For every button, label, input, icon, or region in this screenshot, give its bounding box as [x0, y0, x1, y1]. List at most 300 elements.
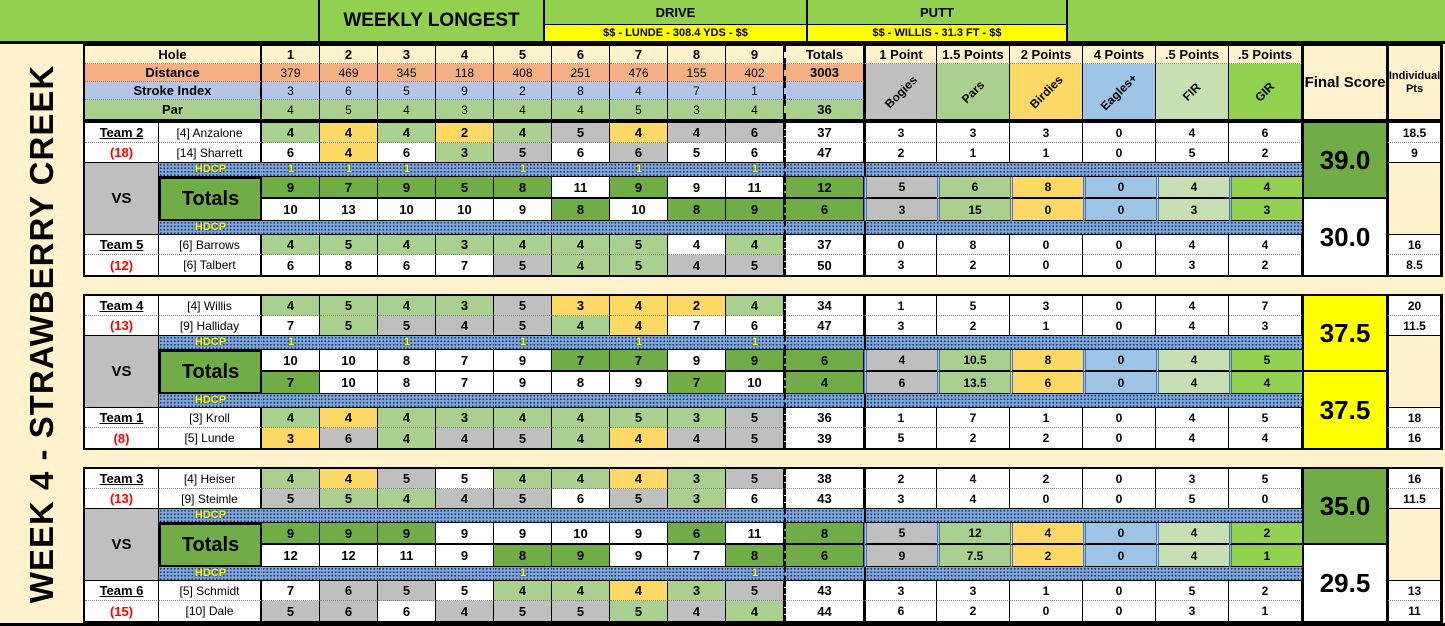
score-cell[interactable]: 4 [262, 408, 320, 428]
player-points-cell[interactable]: 0 [1083, 296, 1156, 316]
hdcp-stroke-cell[interactable] [436, 567, 494, 581]
player-points-cell[interactable]: 3 [1156, 601, 1229, 621]
player-points-cell[interactable]: 1 [1010, 143, 1083, 163]
team-total-score-cell[interactable]: 10 [262, 350, 320, 372]
team-points-cell[interactable]: 4 [1229, 177, 1302, 199]
hdcp-stroke-cell[interactable] [320, 394, 378, 408]
team-total-points-won[interactable]: 6 [784, 545, 864, 567]
score-cell[interactable]: 4 [610, 428, 668, 448]
score-cell[interactable]: 4 [494, 469, 552, 489]
player-points-cell[interactable]: 5 [864, 428, 937, 448]
player-points-cell[interactable]: 2 [937, 316, 1010, 336]
score-cell[interactable]: 5 [610, 601, 668, 621]
player-name-cell[interactable]: [9] Steimle [159, 489, 262, 509]
score-cell[interactable]: 4 [436, 316, 494, 336]
player-points-cell[interactable]: 2 [864, 469, 937, 489]
team-points-cell[interactable]: 0 [1083, 199, 1156, 221]
individual-pts-cell[interactable]: 8.5 [1387, 255, 1441, 275]
team-name-cell[interactable]: Team 3 [85, 469, 159, 489]
score-cell[interactable]: 5 [494, 255, 552, 275]
hdcp-stroke-cell[interactable] [436, 509, 494, 523]
score-cell[interactable]: 4 [668, 255, 726, 275]
player-name-cell[interactable]: [10] Dale [159, 601, 262, 621]
score-cell[interactable]: 4 [320, 143, 378, 163]
score-cell[interactable]: 5 [320, 296, 378, 316]
hdcp-stroke-cell[interactable] [610, 163, 668, 177]
hdcp-stroke-cell[interactable] [494, 221, 552, 235]
score-cell[interactable]: 5 [726, 408, 784, 428]
player-points-cell[interactable]: 3 [864, 255, 937, 275]
score-cell[interactable]: 4 [436, 428, 494, 448]
player-points-cell[interactable]: 0 [1010, 601, 1083, 621]
score-cell[interactable]: 8 [320, 255, 378, 275]
team-points-cell[interactable]: 15 [937, 199, 1010, 221]
hdcp-stroke-cell[interactable] [494, 567, 552, 581]
team-points-cell[interactable]: 5 [864, 523, 937, 545]
player-points-cell[interactable]: 6 [864, 601, 937, 621]
player-total-cell[interactable]: 43 [784, 581, 864, 601]
hdcp-stroke-cell[interactable] [610, 509, 668, 523]
player-points-cell[interactable]: 4 [1229, 235, 1302, 255]
team-points-cell[interactable]: 8 [1010, 177, 1083, 199]
score-cell[interactable]: 6 [610, 143, 668, 163]
score-cell[interactable]: 3 [436, 143, 494, 163]
score-cell[interactable]: 4 [494, 581, 552, 601]
score-cell[interactable]: 7 [436, 255, 494, 275]
team-handicap-cell[interactable]: (15) [85, 601, 159, 621]
final-score-top[interactable]: 37.5 [1302, 296, 1387, 372]
player-points-cell[interactable]: 3 [864, 489, 937, 509]
team-total-points-won[interactable]: 4 [784, 372, 864, 394]
score-cell[interactable]: 5 [320, 316, 378, 336]
team-handicap-cell[interactable]: (12) [85, 255, 159, 275]
team-points-cell[interactable]: 9 [864, 545, 937, 567]
score-cell[interactable]: 5 [494, 489, 552, 509]
score-cell[interactable]: 6 [726, 316, 784, 336]
score-cell[interactable]: 5 [494, 601, 552, 621]
player-points-cell[interactable]: 4 [1156, 235, 1229, 255]
team-total-score-cell[interactable]: 9 [262, 177, 320, 199]
score-cell[interactable]: 3 [436, 235, 494, 255]
score-cell[interactable]: 4 [378, 123, 436, 143]
team-total-score-cell[interactable]: 7 [320, 177, 378, 199]
player-points-cell[interactable]: 1 [1229, 601, 1302, 621]
score-cell[interactable]: 4 [378, 235, 436, 255]
player-points-cell[interactable]: 3 [1156, 255, 1229, 275]
score-cell[interactable]: 6 [552, 489, 610, 509]
score-cell[interactable]: 4 [262, 469, 320, 489]
score-cell[interactable]: 3 [262, 428, 320, 448]
player-points-cell[interactable]: 0 [1083, 316, 1156, 336]
player-points-cell[interactable]: 2 [1229, 581, 1302, 601]
team-points-cell[interactable]: 1 [1229, 545, 1302, 567]
team-total-score-cell[interactable]: 9 [378, 523, 436, 545]
individual-pts-cell[interactable]: 18.5 [1387, 123, 1441, 143]
team-total-score-cell[interactable]: 13 [320, 199, 378, 221]
score-cell[interactable]: 4 [552, 428, 610, 448]
score-cell[interactable]: 4 [262, 296, 320, 316]
hdcp-stroke-cell[interactable] [552, 394, 610, 408]
score-cell[interactable]: 4 [610, 469, 668, 489]
player-points-cell[interactable]: 2 [1010, 469, 1083, 489]
score-cell[interactable]: 6 [320, 581, 378, 601]
team-points-cell[interactable]: 7.5 [937, 545, 1010, 567]
score-cell[interactable]: 4 [552, 408, 610, 428]
hdcp-totals-cell[interactable] [784, 509, 864, 523]
score-cell[interactable]: 4 [610, 123, 668, 143]
player-points-cell[interactable]: 4 [937, 489, 1010, 509]
hdcp-stroke-cell[interactable] [726, 336, 784, 350]
hdcp-stroke-cell[interactable] [320, 221, 378, 235]
team-total-points-won[interactable]: 6 [784, 350, 864, 372]
player-name-cell[interactable]: [6] Talbert [159, 255, 262, 275]
hdcp-stroke-cell[interactable] [494, 336, 552, 350]
player-points-cell[interactable]: 0 [1010, 255, 1083, 275]
team-total-score-cell[interactable]: 9 [726, 350, 784, 372]
team-total-score-cell[interactable]: 12 [262, 545, 320, 567]
hdcp-stroke-cell[interactable] [262, 509, 320, 523]
hdcp-stroke-cell[interactable] [726, 163, 784, 177]
score-cell[interactable]: 5 [610, 489, 668, 509]
score-cell[interactable]: 4 [552, 255, 610, 275]
score-cell[interactable]: 4 [378, 428, 436, 448]
team-total-score-cell[interactable]: 9 [610, 372, 668, 394]
team-points-cell[interactable]: 3 [864, 199, 937, 221]
hdcp-stroke-cell[interactable] [610, 221, 668, 235]
team-total-score-cell[interactable]: 7 [552, 350, 610, 372]
score-cell[interactable]: 3 [436, 296, 494, 316]
hdcp-stroke-cell[interactable] [726, 509, 784, 523]
player-points-cell[interactable]: 7 [1229, 296, 1302, 316]
score-cell[interactable]: 7 [668, 316, 726, 336]
score-cell[interactable]: 4 [494, 408, 552, 428]
team-points-cell[interactable]: 12 [937, 523, 1010, 545]
team-total-score-cell[interactable]: 9 [320, 523, 378, 545]
team-total-score-cell[interactable]: 9 [494, 199, 552, 221]
hdcp-stroke-cell[interactable] [668, 336, 726, 350]
team-points-cell[interactable]: 4 [1156, 177, 1229, 199]
final-score-bottom[interactable]: 37.5 [1302, 372, 1387, 448]
player-points-cell[interactable]: 0 [1083, 581, 1156, 601]
player-total-cell[interactable]: 37 [784, 235, 864, 255]
team-handicap-cell[interactable]: (8) [85, 428, 159, 448]
team-total-score-cell[interactable]: 9 [610, 177, 668, 199]
player-points-cell[interactable]: 0 [1083, 469, 1156, 489]
hdcp-stroke-cell[interactable] [552, 509, 610, 523]
score-cell[interactable]: 5 [320, 235, 378, 255]
team-total-score-cell[interactable]: 8 [726, 545, 784, 567]
team-total-points-won[interactable]: 6 [784, 199, 864, 221]
score-cell[interactable]: 4 [726, 296, 784, 316]
score-cell[interactable]: 5 [494, 143, 552, 163]
score-cell[interactable]: 4 [436, 601, 494, 621]
team-points-cell[interactable]: 6 [864, 372, 937, 394]
player-points-cell[interactable]: 5 [937, 296, 1010, 316]
score-cell[interactable]: 3 [552, 296, 610, 316]
team-points-cell[interactable]: 4 [1156, 545, 1229, 567]
hdcp-stroke-cell[interactable] [436, 394, 494, 408]
score-cell[interactable]: 5 [610, 255, 668, 275]
score-cell[interactable]: 5 [726, 428, 784, 448]
team-total-score-cell[interactable]: 5 [436, 177, 494, 199]
hdcp-stroke-cell[interactable] [494, 394, 552, 408]
hdcp-stroke-cell[interactable] [494, 163, 552, 177]
player-name-cell[interactable]: [5] Lunde [159, 428, 262, 448]
score-cell[interactable]: 5 [552, 123, 610, 143]
team-total-score-cell[interactable]: 8 [494, 545, 552, 567]
team-points-cell[interactable]: 4 [1010, 523, 1083, 545]
team-points-cell[interactable]: 6 [1010, 372, 1083, 394]
player-points-cell[interactable]: 3 [1010, 123, 1083, 143]
score-cell[interactable]: 4 [494, 235, 552, 255]
score-cell[interactable]: 5 [726, 255, 784, 275]
individual-pts-cell[interactable]: 16 [1387, 428, 1441, 448]
team-points-cell[interactable]: 3 [1156, 199, 1229, 221]
score-cell[interactable]: 5 [378, 469, 436, 489]
player-total-cell[interactable]: 39 [784, 428, 864, 448]
player-points-cell[interactable]: 5 [1156, 489, 1229, 509]
player-points-cell[interactable]: 1 [864, 296, 937, 316]
player-points-cell[interactable]: 1 [1010, 408, 1083, 428]
individual-pts-cell[interactable]: 11.5 [1387, 316, 1441, 336]
individual-pts-cell[interactable]: 20 [1387, 296, 1441, 316]
player-points-cell[interactable]: 4 [1156, 296, 1229, 316]
score-cell[interactable]: 6 [378, 143, 436, 163]
player-name-cell[interactable]: [3] Kroll [159, 408, 262, 428]
hdcp-stroke-cell[interactable] [378, 567, 436, 581]
player-points-cell[interactable]: 1 [1010, 581, 1083, 601]
player-points-cell[interactable]: 3 [864, 316, 937, 336]
score-cell[interactable]: 5 [726, 581, 784, 601]
team-total-score-cell[interactable]: 7 [262, 372, 320, 394]
team-total-score-cell[interactable]: 9 [610, 523, 668, 545]
score-cell[interactable]: 6 [378, 255, 436, 275]
team-points-cell[interactable]: 0 [1083, 372, 1156, 394]
hdcp-stroke-cell[interactable] [262, 221, 320, 235]
final-score-bottom[interactable]: 29.5 [1302, 545, 1387, 621]
individual-pts-cell[interactable]: 9 [1387, 143, 1441, 163]
team-total-score-cell[interactable]: 7 [436, 372, 494, 394]
hdcp-totals-cell[interactable] [784, 567, 864, 581]
individual-pts-cell[interactable]: 11.5 [1387, 489, 1441, 509]
score-cell[interactable]: 2 [436, 123, 494, 143]
score-cell[interactable]: 4 [552, 469, 610, 489]
player-points-cell[interactable]: 3 [864, 581, 937, 601]
team-total-score-cell[interactable]: 7 [610, 350, 668, 372]
team-total-score-cell[interactable]: 9 [378, 177, 436, 199]
team-total-score-cell[interactable]: 12 [320, 545, 378, 567]
player-points-cell[interactable]: 5 [1229, 408, 1302, 428]
team-total-score-cell[interactable]: 9 [668, 177, 726, 199]
score-cell[interactable]: 4 [494, 123, 552, 143]
player-total-cell[interactable]: 38 [784, 469, 864, 489]
hdcp-stroke-cell[interactable] [262, 567, 320, 581]
team-points-cell[interactable]: 4 [1229, 372, 1302, 394]
hdcp-stroke-cell[interactable] [610, 336, 668, 350]
hdcp-stroke-cell[interactable] [436, 163, 494, 177]
team-total-score-cell[interactable]: 9 [436, 523, 494, 545]
player-points-cell[interactable]: 2 [937, 428, 1010, 448]
player-name-cell[interactable]: [6] Barrows [159, 235, 262, 255]
player-points-cell[interactable]: 4 [1229, 428, 1302, 448]
score-cell[interactable]: 6 [552, 143, 610, 163]
player-points-cell[interactable]: 2 [1229, 255, 1302, 275]
hdcp-stroke-cell[interactable] [262, 394, 320, 408]
team-points-cell[interactable]: 4 [1156, 350, 1229, 372]
score-cell[interactable]: 4 [262, 235, 320, 255]
score-cell[interactable]: 5 [262, 489, 320, 509]
hdcp-stroke-cell[interactable] [436, 221, 494, 235]
player-points-cell[interactable]: 3 [937, 123, 1010, 143]
player-points-cell[interactable]: 2 [937, 601, 1010, 621]
player-total-cell[interactable]: 44 [784, 601, 864, 621]
player-points-cell[interactable]: 2 [1229, 143, 1302, 163]
team-total-score-cell[interactable]: 10 [320, 350, 378, 372]
player-total-cell[interactable]: 37 [784, 123, 864, 143]
individual-pts-cell[interactable]: 13 [1387, 581, 1441, 601]
score-cell[interactable]: 4 [668, 428, 726, 448]
hdcp-stroke-cell[interactable] [378, 394, 436, 408]
hdcp-stroke-cell[interactable] [668, 221, 726, 235]
hdcp-stroke-cell[interactable] [610, 394, 668, 408]
team-points-cell[interactable]: 0 [1010, 199, 1083, 221]
hdcp-stroke-cell[interactable] [320, 509, 378, 523]
team-total-score-cell[interactable]: 7 [668, 545, 726, 567]
score-cell[interactable]: 3 [436, 408, 494, 428]
team-total-points-won[interactable]: 8 [784, 523, 864, 545]
player-points-cell[interactable]: 2 [1010, 428, 1083, 448]
score-cell[interactable]: 5 [494, 428, 552, 448]
player-points-cell[interactable]: 8 [937, 235, 1010, 255]
hdcp-stroke-cell[interactable] [668, 163, 726, 177]
player-name-cell[interactable]: [5] Schmidt [159, 581, 262, 601]
player-points-cell[interactable]: 4 [1156, 123, 1229, 143]
score-cell[interactable]: 6 [726, 123, 784, 143]
score-cell[interactable]: 5 [436, 469, 494, 489]
individual-pts-cell[interactable]: 18 [1387, 408, 1441, 428]
team-total-score-cell[interactable]: 9 [494, 372, 552, 394]
score-cell[interactable]: 4 [378, 408, 436, 428]
team-total-score-cell[interactable]: 6 [668, 523, 726, 545]
player-total-cell[interactable]: 43 [784, 489, 864, 509]
score-cell[interactable]: 6 [378, 601, 436, 621]
score-cell[interactable]: 3 [668, 581, 726, 601]
team-points-cell[interactable]: 0 [1083, 523, 1156, 545]
individual-pts-cell[interactable]: 16 [1387, 235, 1441, 255]
team-name-cell[interactable]: Team 5 [85, 235, 159, 255]
score-cell[interactable]: 5 [378, 316, 436, 336]
score-cell[interactable]: 4 [668, 601, 726, 621]
team-points-cell[interactable]: 2 [1229, 523, 1302, 545]
score-cell[interactable]: 6 [320, 428, 378, 448]
team-total-score-cell[interactable]: 10 [378, 199, 436, 221]
player-points-cell[interactable]: 0 [1083, 601, 1156, 621]
player-name-cell[interactable]: [14] Sharrett [159, 143, 262, 163]
hdcp-stroke-cell[interactable] [494, 509, 552, 523]
score-cell[interactable]: 5 [552, 601, 610, 621]
team-total-score-cell[interactable]: 8 [378, 372, 436, 394]
player-points-cell[interactable]: 0 [1229, 489, 1302, 509]
team-total-score-cell[interactable]: 9 [494, 350, 552, 372]
hdcp-stroke-cell[interactable] [378, 509, 436, 523]
hdcp-stroke-cell[interactable] [668, 567, 726, 581]
final-score-top[interactable]: 39.0 [1302, 123, 1387, 199]
score-cell[interactable]: 4 [378, 489, 436, 509]
score-cell[interactable]: 4 [436, 489, 494, 509]
player-name-cell[interactable]: [4] Anzalone [159, 123, 262, 143]
hdcp-stroke-cell[interactable] [320, 567, 378, 581]
score-cell[interactable]: 3 [668, 469, 726, 489]
team-total-score-cell[interactable]: 8 [494, 177, 552, 199]
hdcp-stroke-cell[interactable] [726, 567, 784, 581]
player-total-cell[interactable]: 47 [784, 316, 864, 336]
final-score-bottom[interactable]: 30.0 [1302, 199, 1387, 275]
player-points-cell[interactable]: 1 [937, 143, 1010, 163]
team-total-score-cell[interactable]: 8 [668, 199, 726, 221]
team-total-score-cell[interactable]: 10 [610, 199, 668, 221]
score-cell[interactable]: 5 [610, 408, 668, 428]
score-cell[interactable]: 6 [262, 143, 320, 163]
team-total-score-cell[interactable]: 7 [436, 350, 494, 372]
team-name-cell[interactable]: Team 2 [85, 123, 159, 143]
team-handicap-cell[interactable]: (13) [85, 316, 159, 336]
hdcp-stroke-cell[interactable] [668, 509, 726, 523]
team-name-cell[interactable]: Team 1 [85, 408, 159, 428]
hdcp-stroke-cell[interactable] [552, 221, 610, 235]
player-points-cell[interactable]: 3 [1229, 316, 1302, 336]
player-points-cell[interactable]: 0 [1083, 428, 1156, 448]
player-points-cell[interactable]: 0 [864, 235, 937, 255]
player-points-cell[interactable]: 0 [1083, 408, 1156, 428]
team-total-score-cell[interactable]: 10 [320, 372, 378, 394]
player-points-cell[interactable]: 1 [1010, 316, 1083, 336]
team-points-cell[interactable]: 4 [1156, 372, 1229, 394]
team-total-score-cell[interactable]: 11 [726, 523, 784, 545]
player-points-cell[interactable]: 4 [937, 469, 1010, 489]
team-points-cell[interactable]: 3 [1229, 199, 1302, 221]
hdcp-stroke-cell[interactable] [552, 567, 610, 581]
player-name-cell[interactable]: [4] Heiser [159, 469, 262, 489]
score-cell[interactable]: 5 [668, 143, 726, 163]
hdcp-stroke-cell[interactable] [262, 163, 320, 177]
score-cell[interactable]: 4 [726, 601, 784, 621]
team-total-score-cell[interactable]: 7 [668, 372, 726, 394]
individual-pts-cell[interactable]: 11 [1387, 601, 1441, 621]
team-points-cell[interactable]: 4 [1156, 523, 1229, 545]
hdcp-stroke-cell[interactable] [378, 163, 436, 177]
team-total-score-cell[interactable]: 10 [552, 523, 610, 545]
hdcp-stroke-cell[interactable] [320, 336, 378, 350]
team-name-cell[interactable]: Team 6 [85, 581, 159, 601]
hdcp-stroke-cell[interactable] [726, 221, 784, 235]
team-total-score-cell[interactable]: 9 [262, 523, 320, 545]
hdcp-totals-cell[interactable] [784, 221, 864, 235]
score-cell[interactable]: 4 [262, 123, 320, 143]
hdcp-stroke-cell[interactable] [552, 336, 610, 350]
player-points-cell[interactable]: 5 [1156, 143, 1229, 163]
player-total-cell[interactable]: 34 [784, 296, 864, 316]
team-handicap-cell[interactable]: (18) [85, 143, 159, 163]
player-points-cell[interactable]: 2 [864, 143, 937, 163]
final-score-top[interactable]: 35.0 [1302, 469, 1387, 545]
team-points-cell[interactable]: 5 [864, 177, 937, 199]
score-cell[interactable]: 5 [610, 235, 668, 255]
player-points-cell[interactable]: 5 [1229, 469, 1302, 489]
hdcp-stroke-cell[interactable] [320, 163, 378, 177]
team-points-cell[interactable]: 5 [1229, 350, 1302, 372]
score-cell[interactable]: 4 [378, 296, 436, 316]
player-points-cell[interactable]: 0 [1083, 143, 1156, 163]
